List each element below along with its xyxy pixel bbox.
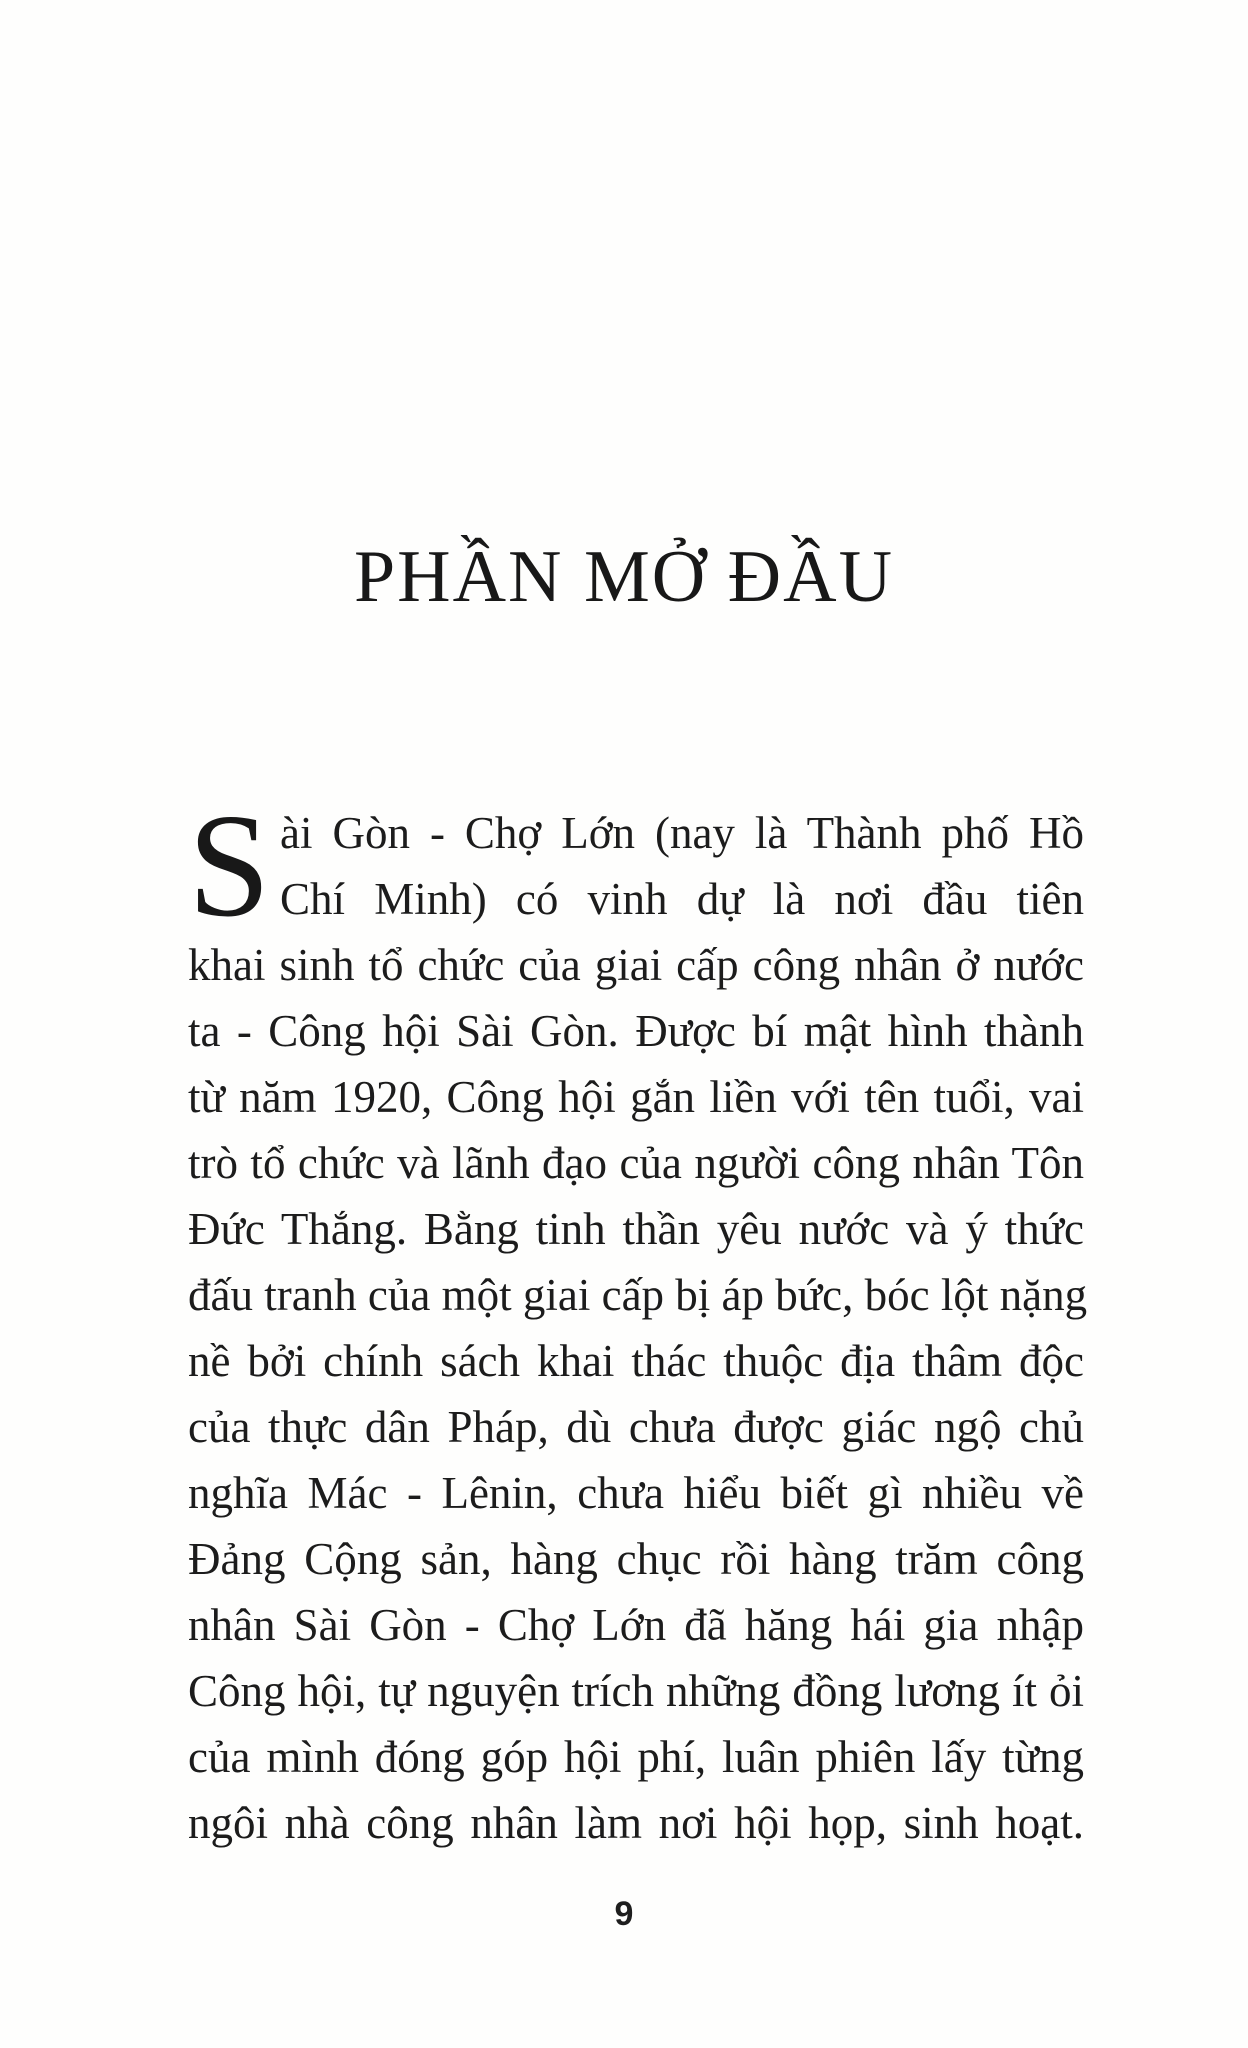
- paragraph-line: Chí Minh) có vinh dự là nơi đầu tiên: [280, 874, 1084, 924]
- paragraph-line: đấu tranh của một giai cấp bị áp bức, bóc lột nặng: [188, 1270, 1088, 1320]
- paragraph-line: từ năm 1920, Công hội gắn liền với tên tuổi, vai: [188, 1072, 1084, 1122]
- drop-cap-letter: S: [188, 784, 271, 948]
- paragraph-line: nhân Sài Gòn - Chợ Lớn đã hăng hái gia nhập: [188, 1600, 1084, 1650]
- paragraph-line: của thực dân Pháp, dù chưa được giác ngộ chủ: [188, 1402, 1084, 1452]
- paragraph-line: nề bởi chính sách khai thác thuộc địa thâm độc: [188, 1336, 1084, 1386]
- paragraph-line: nghĩa Mác - Lênin, chưa hiểu biết gì nhiều về: [188, 1468, 1084, 1518]
- paragraph-line: ngôi nhà công nhân làm nơi hội họp, sinh hoạt.: [188, 1798, 1084, 1848]
- body-paragraph: [188, 784, 1088, 1856]
- chapter-title: PHẦN MỞ ĐẦU: [353, 536, 895, 618]
- paragraph-line: trò tổ chức và lãnh đạo của người công nhân Tôn: [188, 1138, 1084, 1188]
- paragraph-line: của mình đóng góp hội phí, luân phiên lấy từng: [188, 1732, 1084, 1782]
- paragraph-line: Công hội, tự nguyện trích những đồng lương ít ỏi: [188, 1666, 1084, 1716]
- paragraph-line: ta - Công hội Sài Gòn. Được bí mật hình thành: [188, 1006, 1084, 1056]
- page-number: 9: [614, 1895, 634, 1933]
- paragraph-line: Đảng Cộng sản, hàng chục rồi hàng trăm công: [188, 1534, 1084, 1584]
- paragraph-line: khai sinh tổ chức của giai cấp công nhân ở nước: [188, 940, 1084, 990]
- paragraph-line: Đức Thắng. Bằng tinh thần yêu nước và ý thức: [188, 1204, 1084, 1254]
- paragraph-line: ài Gòn - Chợ Lớn (nay là Thành phố Hồ: [280, 808, 1084, 858]
